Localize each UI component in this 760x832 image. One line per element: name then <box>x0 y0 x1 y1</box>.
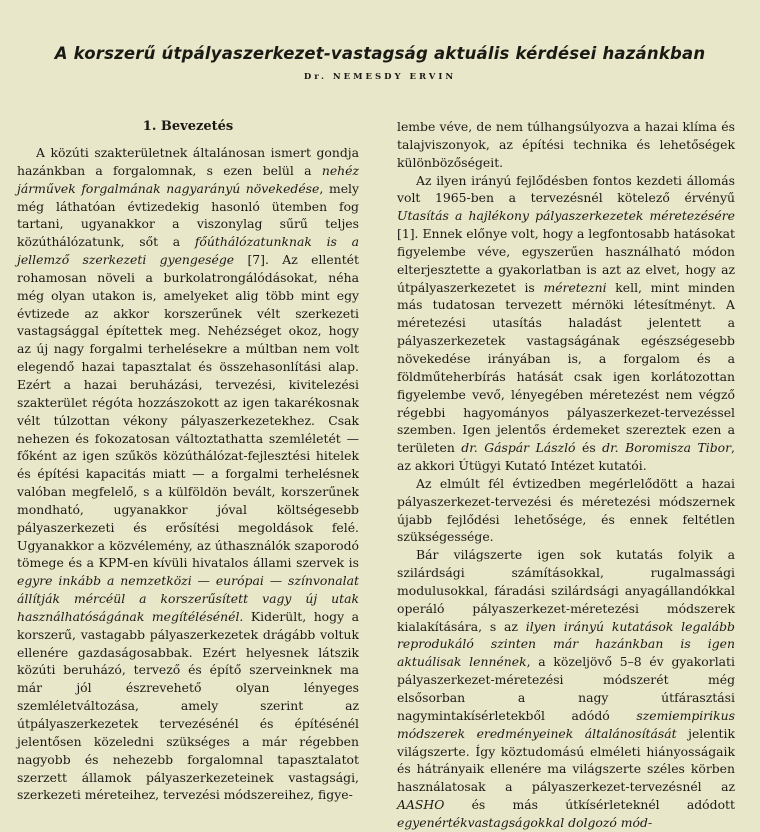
text-run: jelentik világszerte. Így köztudomású elméleti hiányosságaik és hátrányaik ellenére ma világszerte széles körben használatosak a pályaszerkezet-tervezésnél az <box>397 725 736 795</box>
text-run: , az akkori Útügyi Kutató Intézet kutatói. <box>397 440 735 474</box>
right-column <box>397 118 735 832</box>
left-column <box>17 118 359 804</box>
paragraph <box>397 546 735 832</box>
italic-emphasis: egyenértékvastagságokkal dolgozó mód- <box>397 814 653 830</box>
italic-emphasis: egyre inkább a nemzetközi — európai — színvonalat állítják mércéül a korszerűsített vagy új utak használhatóságának megítélésénél. <box>17 573 359 624</box>
article-title: A korszerű útpályaszerkezet-vastagság aktuális kérdései hazánkban <box>54 44 706 63</box>
section-heading: 1. Bevezetés <box>142 119 234 134</box>
italic-emphasis: dr. Boromisza Tibor <box>602 440 732 456</box>
italic-emphasis: ilyen irányú kutatások legalább reprodukáló szinten már hazánkban is igen aktuálisak lennének <box>397 618 735 670</box>
text-run: , mely még láthatóan évtizedekig hasonló ütemben fog tartani, ugyanakkor a viszonylag sűrű teljes közúthálózatunk, sőt a <box>17 180 359 250</box>
italic-emphasis: dr. Gáspár László <box>461 440 576 456</box>
italic-emphasis: AASHO <box>397 797 445 813</box>
text-run: és <box>575 440 603 456</box>
italic-emphasis: szemiempirikus módszerek eredményeinek általánosítását <box>397 707 735 741</box>
text-run: [1]. Ennek előnye volt, hogy a legfontosabb hatásokat figyelembe véve, egyszerűen használható módon elterjesztette a gyakorlatban is azt az elvet, hogy az útpályaszerkezetet is <box>397 226 735 295</box>
italic-emphasis: Utasítás a hajlékony pályaszerkezetek méretezésére <box>397 208 735 224</box>
paragraph: lembe véve, de nem túlhangsúlyozva a hazai klíma és talajviszonyok, az építési technika és lehetőségek különbözőségeit. <box>397 119 735 170</box>
text-run: A közúti szakterületnek általánosan ismert gondja hazánkban a forgalomnak, s ezen belül a <box>17 145 359 178</box>
text-run: Bár világszerte igen sok kutatás folyik a szilárdsági számításokkal, rugalmassági modulusokkal, fáradási szilárdsági anyagállandókkal operáló pályaszerkezet-méretezési módszerek kialakítására, s az <box>397 547 735 634</box>
text-run: Az ilyen irányú fejlődésben fontos kezdeti állomás volt 1965-ben a tervezésnél kötelező érvényű <box>397 172 735 206</box>
paragraph <box>17 144 359 804</box>
text-run: , a közeljövő 5–8 év gyakorlati pályaszerkezet-méretezési módszerét még elsősorban a nagy útfárasztási nagymintakísérletekből adódó <box>397 654 735 723</box>
author-line: Dr. NEMESDY ERVIN <box>303 72 457 82</box>
italic-emphasis: nehéz járművek forgalmának nagyarányú növekedése <box>17 162 359 196</box>
text-run: Kiderült, hogy a korszerű, vastagabb pályaszerkezetek drágább voltuk ellenére gazdaságosabbak. Ezért helyesnek látszik közúti beruházó, tervező és építő szerveinknek ma már jól észrevehető olyan lényeges szemléletváltozása, amely szerint az útpályaszerkezetek tervezésénél és építésénél jelentősen közeledni szükséges a már régebben nagyobb és nehezebb forgalomnal tapasztalatot szerzett államok pályaszerkezeteinek vastagsági, szerkezeti méreteihez, tervezési módszereihez, figye- <box>17 608 359 803</box>
paragraph: Az elmúlt fél évtizedben megérlelődött a hazai pályaszerkezet-tervezési és méretezési módszernek újabb fejlődési lehetősége, és ennek feltétlen szükségessége. <box>397 475 735 545</box>
text-run: [7]. Az ellentét rohamosan növeli a burkolatrongálódásokat, néha még olyan utakon is, amelyeket alig több mint egy évtizede az akkor korszerűnek vélt szerkezeti vastagsággal építettek meg. Nehézséget okoz, hogy az új nagy forgalmi terhelésekre a múltban nem volt elegendő hazai tapasztalat és összehasonlítási alap. Ezért a hazai beruházási, tervezési, kivitelezési szakterület régóta hozzászokott az igen takarékosnak vélt túlzottan vékony pályaszerkezetekhez. Csak nehezen és fokozatosan változtathatta szemléletét — főként az igen szűkös közúthálózat-fejlesztési hitelek és építési kapacitás miatt — a forgalmi terhelésnek valóban megfelelő, s a külföldön bevált, korszerűnek mondható, ugyanakkor jóval költségesebb pályaszerkezeti és erősítési megoldások felé. Ugyanakkor a közvélemény, az úthasználók szaporodó tömege és a KPM-en kívüli hivatalos állami szervek is <box>17 252 359 571</box>
text-run: és más útkísérleteknél adódott <box>444 797 735 813</box>
paragraph <box>397 172 735 475</box>
italic-emphasis: méretezni <box>543 279 607 295</box>
text-run: kell, mint minden más tudatosan tervezett mérnöki létesítményt. A méretezési utasítás haladást jelentett a pályaszerkezetek vastagságának egészségesebb növekedése irányában is, a forgalom és a földműteherbírás hatását csak igen korlátozottan figyelembe vevő, lényegében méretezést nem végző régebbi hagyományos pályaszerkezet-tervezéssel szemben. Igen jelentős érdemeket szereztek ezen a területen <box>397 279 735 456</box>
italic-emphasis: főúthálózatunknak is a jellemző szerkezeti gyengesége <box>17 234 359 268</box>
